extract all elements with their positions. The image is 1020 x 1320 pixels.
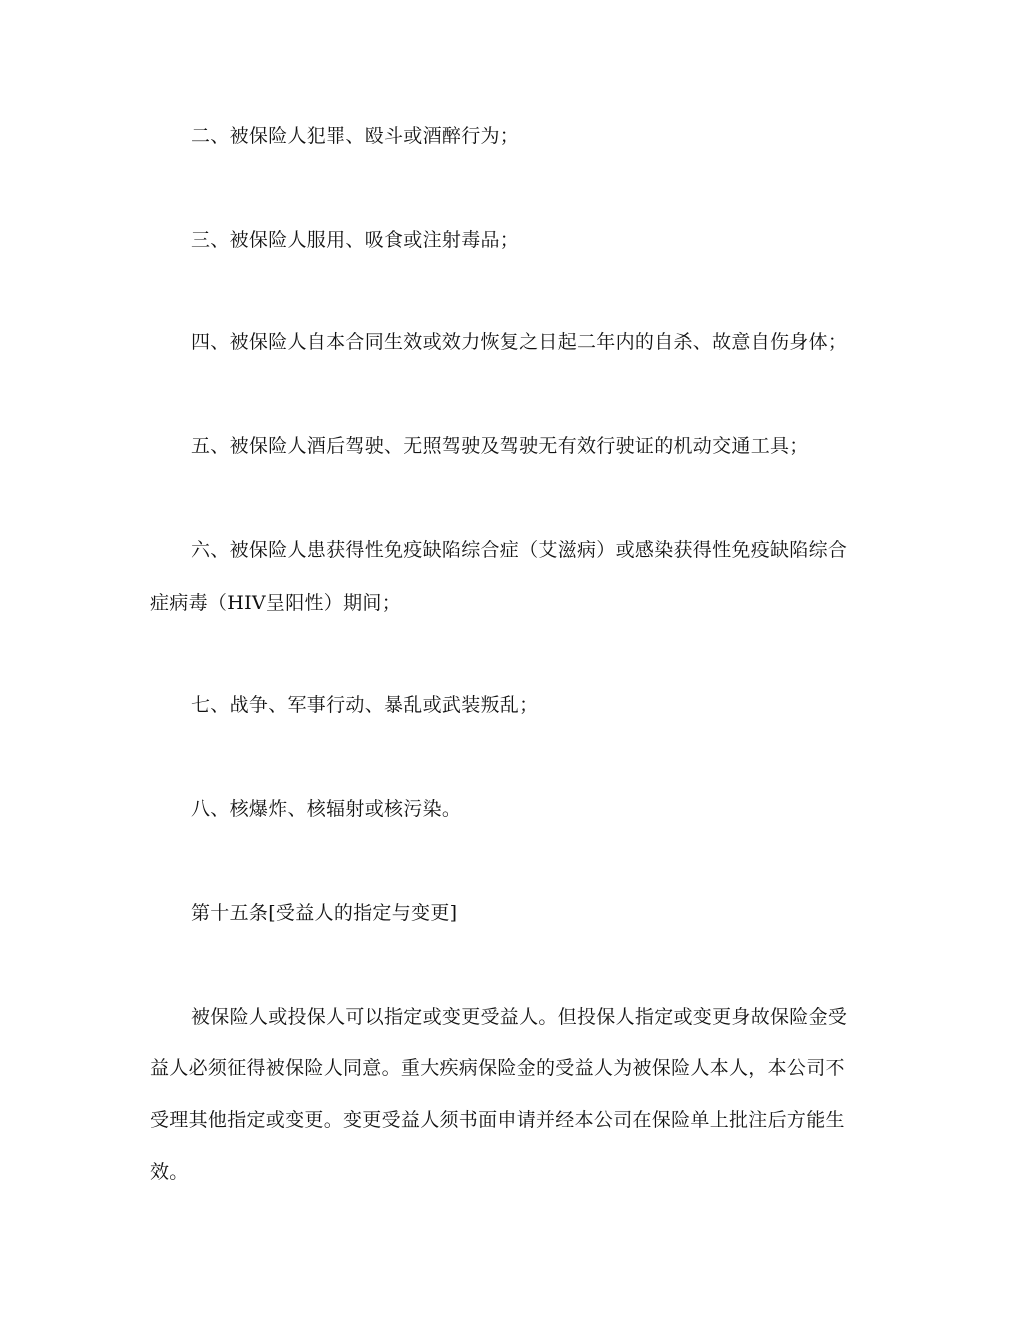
- article-body-line-4: 效。: [150, 1161, 189, 1183]
- article-body-line-3: 受理其他指定或变更。变更受益人须书面申请并经本公司在保险单上批注后方能生: [150, 1109, 845, 1131]
- exclusion-item-8: 八、核爆炸、核辐射或核污染。: [191, 798, 462, 820]
- exclusion-item-6: 六、被保险人患获得性免疫缺陷综合症（艾滋病）或感染获得性免疫缺陷综合: [191, 539, 848, 561]
- exclusion-item-7: 七、战争、军事行动、暴乱或武装叛乱；: [191, 694, 539, 716]
- article-body-line-1: 被保险人或投保人可以指定或变更受益人。但投保人指定或变更身故保险金受: [191, 1006, 848, 1028]
- article-heading: 第十五条[受益人的指定与变更]: [191, 902, 458, 924]
- exclusion-item-6-continued: 症病毒（HIV呈阳性）期间；: [150, 592, 401, 614]
- article-body-line-2: 益人必须征得被保险人同意。重大疾病保险金的受益人为被保险人本人，本公司不: [150, 1057, 845, 1079]
- exclusion-item-4: 四、被保险人自本合同生效或效力恢复之日起二年内的自杀、故意自伤身体；: [191, 331, 848, 353]
- exclusion-item-2: 二、被保险人犯罪、殴斗或酒醉行为；: [191, 125, 520, 147]
- exclusion-item-5: 五、被保险人酒后驾驶、无照驾驶及驾驶无有效行驶证的机动交通工具；: [191, 435, 809, 457]
- exclusion-item-3: 三、被保险人服用、吸食或注射毒品；: [191, 229, 520, 251]
